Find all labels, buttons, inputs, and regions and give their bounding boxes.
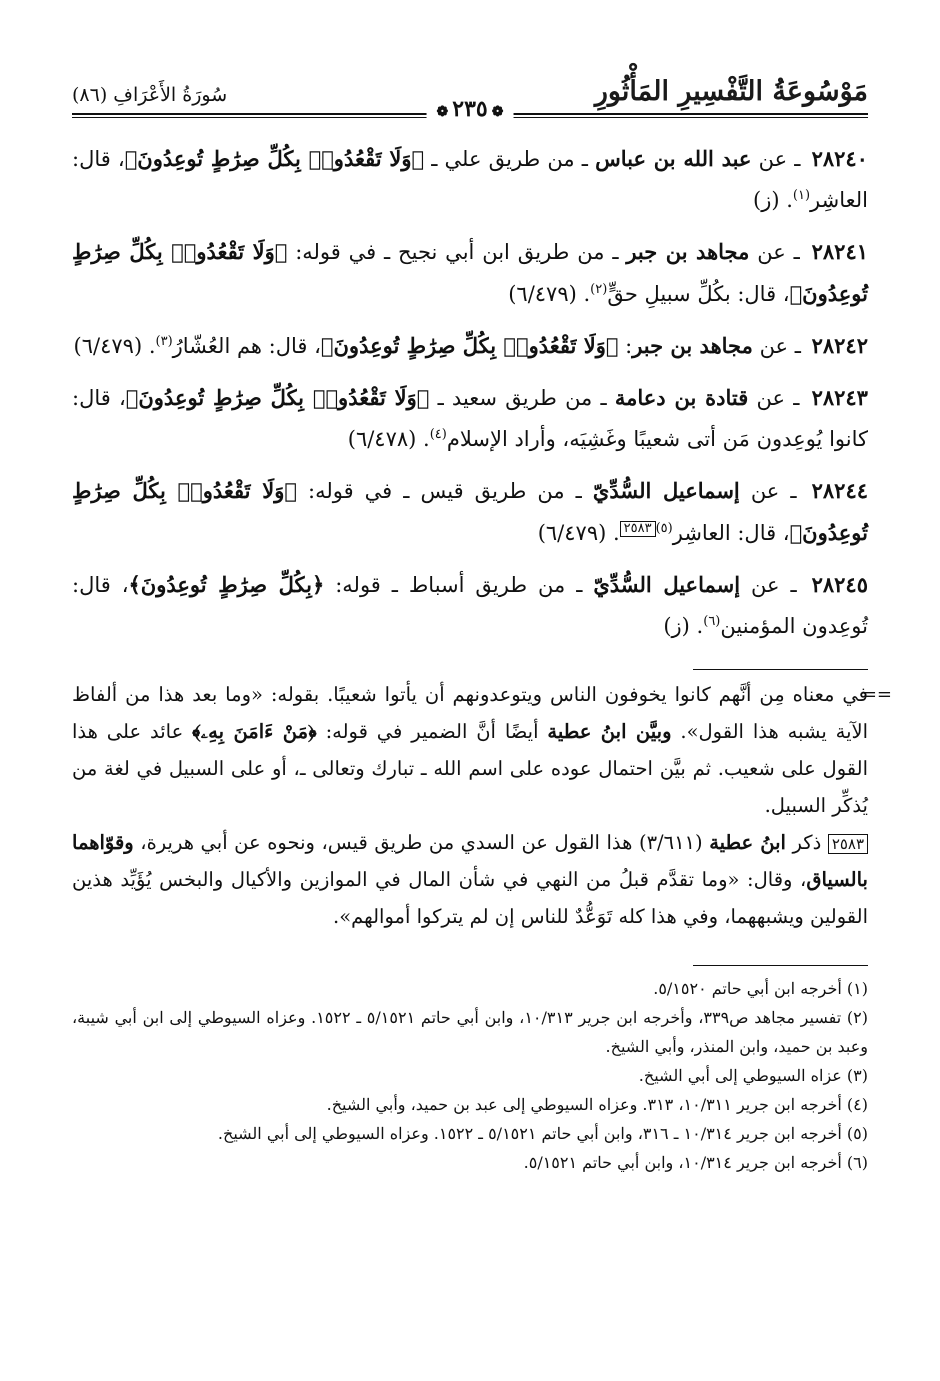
narrator-name: مجاهد بن جبر — [626, 239, 750, 264]
quran-verse: ﴿وَلَا تَقْعُدُوا۟ بِكُلِّ صِرَٰطٍ تُوعِدُونَ﴾ — [124, 146, 425, 171]
narration-number: ٢٨٢٤٢ — [811, 333, 868, 358]
commentary-text: عائد على هذا القول على شعيب. ثم بيَّن احتمال عوده على اسم الله ـ تبارك وتعالى ـ، أو على السبيل في لغة من يُذكِّر السبيل. — [72, 720, 868, 817]
narration-ref: . (ز) — [753, 188, 793, 212]
footnotes-separator — [693, 965, 868, 966]
quran-verse: ﴿مَنْ ءَامَنَ بِهِۦ﴾ — [192, 720, 317, 743]
narration-text: ، قال: تُوعِدون المؤمنين — [72, 573, 868, 638]
narration-entry — [72, 231, 868, 315]
ornament-icon: ❁ — [436, 104, 449, 120]
book-title: مَوْسُوعَةُ التَّفْسِيرِ المَأْثُورِ — [594, 76, 868, 107]
quran-verse: ﴿وَلَا تَقْعُدُوا۟ بِكُلِّ صِرَٰطٍ تُوعِدُونَ﴾ — [320, 333, 619, 358]
quran-verse: ﴿وَلَا تَقْعُدُوا۟ بِكُلِّ صِرَٰطٍ تُوعِدُونَ﴾ — [125, 385, 430, 410]
commentary-ref-box: ٢٥٨٣ — [828, 834, 868, 854]
narration-chain: ـ من طريق علي ـ — [431, 147, 588, 171]
narration-pre: ـ عن — [750, 479, 797, 503]
footnote: (٤) أخرجه ابن جرير ١٠/٣١١، ٣١٣. وعزاه السيوطي إلى عبد بن حميد، وأبي الشيخ. — [326, 1095, 868, 1114]
narration-entry — [72, 377, 868, 460]
narration-chain: ـ من طريق سعيد ـ — [437, 386, 607, 410]
narrator-name: مجاهد بن جبر — [632, 333, 753, 358]
footnote: (١) أخرجه ابن أبي حاتم ٥/١٥٢٠. — [653, 979, 868, 998]
narrator-name: إسماعيل السُّدِّيّ — [592, 478, 740, 503]
quran-verse: ﴿وَلَا تَقْعُدُوا۟ بِكُلِّ صِرَٰطٍ تُوعِدُونَ﴾ — [72, 239, 868, 306]
footnote-marker[interactable]: (٣) — [155, 334, 173, 349]
footnote: (٥) أخرجه ابن جرير ١٠/٣١٤ ـ ٣١٦، وابن أبي حاتم ٥/١٥٢١ ـ ١٥٢٢. وعزاه السيوطي إلى أبي الشيخ. — [217, 1124, 868, 1143]
footnote-marker[interactable]: (٦) — [703, 614, 721, 629]
narration-chain: ـ من طريق ابن أبي نجيح ـ في قوله: — [295, 240, 619, 264]
narrations-list — [72, 138, 868, 647]
narration-ref: . (٦/٤٧٩) — [508, 282, 591, 306]
commentary-paragraph — [72, 824, 868, 935]
quran-verse: ﴿بِكُلِّ صِرَٰطٍ تُوعِدُونَ﴾ — [128, 572, 325, 597]
narration-pre: ـ عن — [751, 573, 797, 597]
footnote-marker[interactable]: (٢) — [590, 282, 608, 297]
commentary-bold: وبيَّن ابنُ عطية — [547, 720, 672, 743]
commentary-bold: ابنُ عطية — [709, 831, 786, 854]
commentary-text: ذكر — [792, 831, 822, 854]
narration-entry — [72, 138, 868, 221]
footnotes-section — [72, 974, 868, 1177]
footnote-marker[interactable]: (١) — [792, 188, 811, 203]
narration-number: ٢٨٢٤٤ — [811, 478, 869, 503]
narration-entry — [72, 325, 868, 367]
footnote: (٣) عزاه السيوطي إلى أبي الشيخ. — [638, 1066, 868, 1085]
narration-entry — [72, 470, 868, 554]
narrator-name: عبد الله بن عباس — [595, 146, 752, 171]
narration-pre: ـ عن — [757, 240, 800, 264]
narration-number: ٢٨٢٤١ — [811, 239, 869, 264]
narration-chain: ـ من طريق قيس ـ في قوله: — [308, 479, 582, 503]
narration-pre: ـ عن — [756, 386, 800, 410]
commentary-text: في معناه مِن أنَّهم كانوا يخوفون الناس ويتوعدونهم أن يأتوا شعيبًا. بقوله: «وما بعد هذا من ألفاظ الآية يشبه هذا القول». — [72, 683, 869, 743]
narration-number: ٢٨٢٤٣ — [811, 385, 868, 410]
footnote-marker[interactable]: (٥) — [655, 521, 673, 536]
page-header — [72, 76, 868, 120]
narration-text: ، قال: كانوا يُوعِدون مَن أتى شعيبًا وغَشِيَه، وأراد الإسلام — [72, 386, 868, 451]
narration-ref: . (٦/٤٧٩) — [537, 521, 620, 545]
surah-title: سُورَةُ الأَعْرَافِ (٨٦) — [72, 84, 228, 106]
footnote-marker[interactable]: (٤) — [429, 427, 447, 442]
narration-number: ٢٨٢٤٥ — [811, 572, 868, 597]
commentary-text: (٣/٦١١) هذا القول عن السدي من طريق قيس، ونحوه عن أبي هريرة، — [140, 831, 703, 854]
commentary-paragraph — [72, 676, 868, 824]
commentary-separator — [693, 669, 868, 670]
narration-ref: . (٦/٤٧٩) — [73, 334, 156, 358]
narration-pre: ـ عن — [758, 147, 801, 171]
narrator-name: قتادة بن دعامة — [614, 385, 749, 410]
book-page — [72, 76, 892, 1361]
narrator-name: إسماعيل السُّدِّيّ — [593, 572, 741, 597]
narration-text: ، قال: بكُلِّ سبيلِ حقٍّ — [607, 282, 790, 306]
narration-ref: . (ز) — [663, 614, 704, 638]
ornament-icon: ❁ — [491, 104, 504, 120]
narration-number: ٢٨٢٤٠ — [811, 146, 868, 171]
commentary-text: ، وقال: «وما تقدَّم قبلُ من النهي في شأن المال في الموازين والأكيال والبخس يُؤَيِّد هذين القولين ويشبههما، وفي هذا كله تَوَعُّدٌ للناس إن لم يتركوا أموالهم». — [72, 868, 868, 928]
footnote: (٢) تفسير مجاهد ص٣٣٩، وأخرجه ابن جرير ١٠/٣١٣، وابن أبي حاتم ٥/١٥٢١ ـ ١٥٢٢. وعزاه السيوطي إلى ابن أبي شيبة، وعبد بن حميد، وابن المنذر، وأبي الشيخ. — [72, 1008, 869, 1056]
quran-verse: ﴿وَلَا تَقْعُدُوا۟ بِكُلِّ صِرَٰطٍ تُوعِدُونَ﴾ — [72, 478, 868, 545]
narration-text: ، قال: العاشِر — [72, 147, 868, 212]
page-number-block — [427, 96, 514, 122]
commentary-section — [72, 676, 892, 935]
page-number: ٢٣٥ — [452, 96, 488, 122]
continuation-mark: == — [861, 684, 892, 705]
narration-text: ، قال: هم العُشّارُ — [172, 334, 321, 358]
narration-pre: ـ عن — [759, 334, 801, 358]
narration-ref: . (٦/٤٧٨) — [347, 427, 430, 451]
narration-entry — [72, 564, 868, 647]
narration-text: ، قال: العاشِر — [672, 521, 790, 545]
narration-chain: ـ من طريق أسباط ـ قوله: — [335, 573, 583, 597]
commentary-text: أيضًا أنَّ الضمير في قوله: — [325, 720, 539, 743]
footnote: (٦) أخرجه ابن جرير ١٠/٣١٤، وابن أبي حاتم ٥/١٥٢١. — [523, 1153, 868, 1172]
commentary-bold: وقوّاهما بالسياق — [72, 831, 868, 891]
narration-chain: : — [625, 334, 633, 358]
commentary-ref-box[interactable]: ٢٥٨٣ — [620, 521, 656, 537]
